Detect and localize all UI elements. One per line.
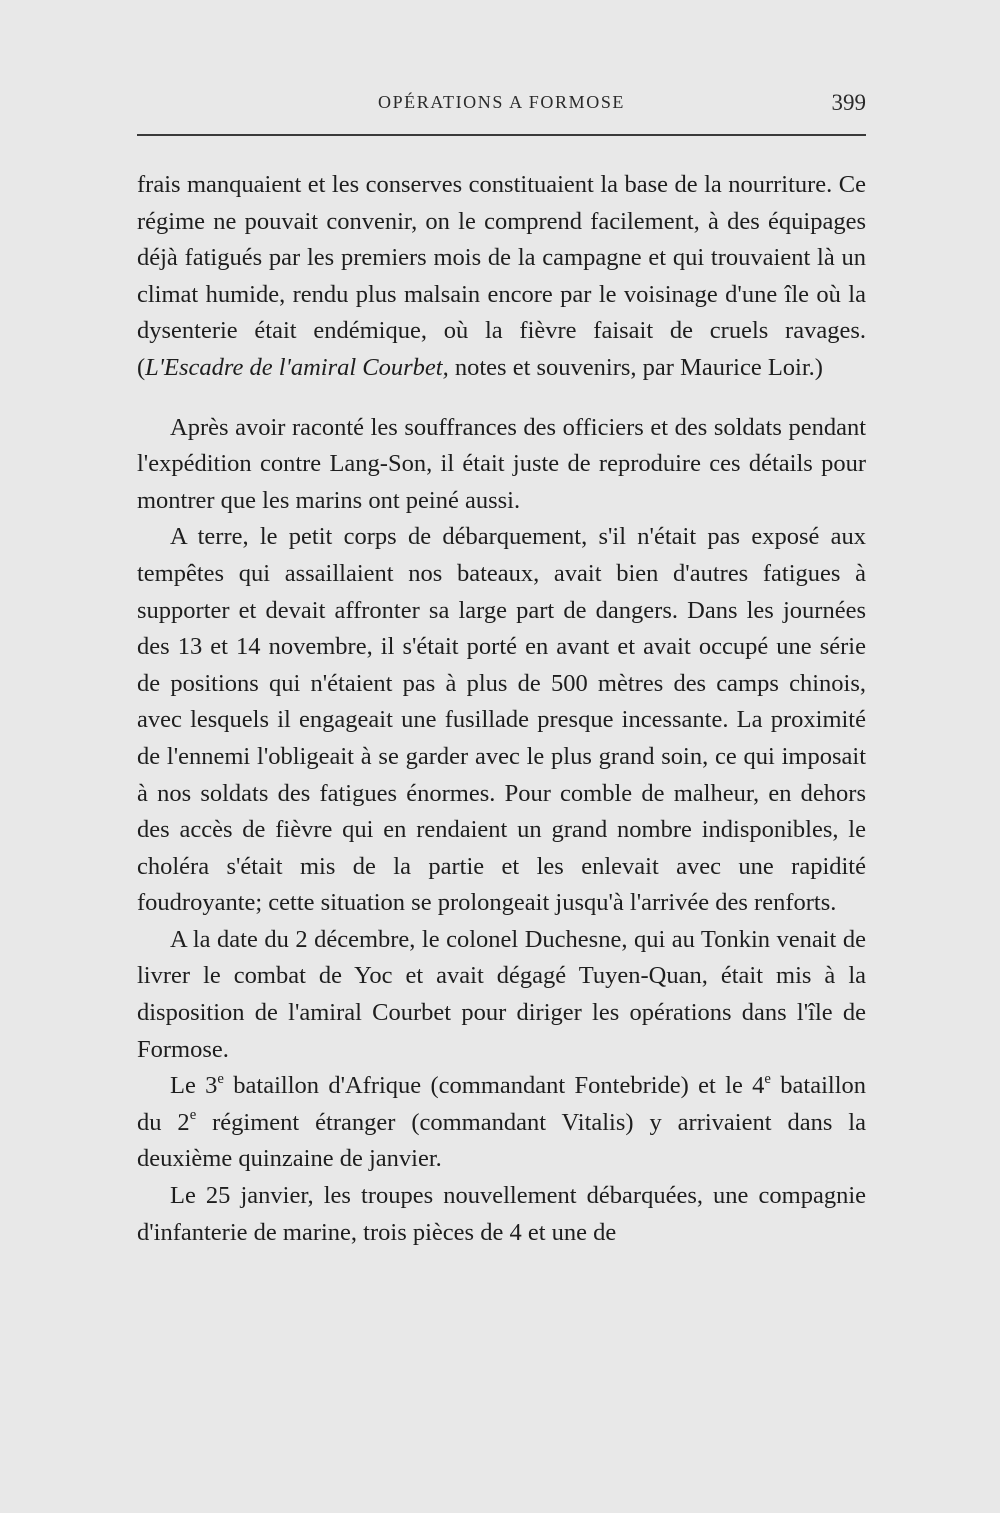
paragraph-1	[137, 167, 866, 387]
paragraph-1-text-end: notes et souvenirs, par Maurice Loir.)	[448, 353, 823, 381]
paragraph-6: Le 25 janvier, les troupes nouvellement débarquées, une compagnie d'infanterie de marine, trois pièces de 4 et une de	[137, 1182, 866, 1246]
page-header	[137, 92, 866, 122]
paragraph-5-seg-4: régiment étranger (commandant Vitalis) y arrivaient dans la deuxième quinzaine de janvier.	[137, 1108, 866, 1173]
header-rule	[137, 134, 866, 136]
superscript-3: e	[189, 1107, 197, 1124]
paragraph-5-seg-1: Le 3	[170, 1072, 218, 1100]
paragraph-5	[137, 1068, 866, 1178]
superscript-1: e	[217, 1070, 224, 1087]
paragraph-3: A terre, le petit corps de débarquement, s'il n'était pas exposé aux tempêtes qui assaillaient nos bateaux, avait bien d'autres fatigues à supporter et devait affronter sa large part de dangers. Dans les journées des 13 et 14 novembre, il s'était porté en avant et avait occupé une série de positions qui n'étaient pas à plus de 500 mètres des camps chinois, avec lesquels il engageait une fusillade presque incessante. La proximité de l'ennemi l'obligeait à se garder avec le plus grand soin, ce qui imposait à nos soldats des fatigues énormes. Pour comble de malheur, en dehors des accès de fièvre qui en rendaient un grand nombre indisponibles, le choléra s'était mis de la partie et les enlevait avec une rapidité foudroyante; cette situation se prolongeait jusqu'à l'arrivée des renforts.	[137, 523, 866, 917]
paragraph-5-seg-3: bataillon du 2	[137, 1072, 867, 1136]
running-title: OPÉRATIONS A FORMOSE	[377, 92, 626, 112]
paragraph-2: Après avoir raconté les souffrances des officiers et des soldats pendant l'expédition contre Lang-Son, il était juste de reproduire ces détails pour montrer que les marins ont peiné aussi.	[137, 413, 866, 514]
paragraph-4: A la date du 2 décembre, le colonel Duchesne, qui au Tonkin venait de livrer le combat de Yoc et avait dégagé Tuyen-Quan, était mis à la disposition de l'amiral Courbet pour diriger les opérations dans l'île de Formose.	[137, 925, 866, 1063]
page-number: 399	[831, 90, 866, 115]
book-title-citation: L'Escadre de l'amiral Courbet,	[145, 353, 449, 381]
body-text	[137, 167, 866, 1251]
paragraph-5-seg-2: bataillon d'Afrique (commandant Fontebride) et le 4	[223, 1072, 765, 1100]
paragraph-1-text: frais manquaient et les conserves constituaient la base de la nourriture. Ce régime ne pouvait convenir, on le comprend facilement, à des équipages déjà fatigués par les premiers mois de la campagne et qui trouvaient là un climat humide, rendu plus malsain encore par le voisinage d'une île où la dysenterie était endémique, où la fièvre faisait de cruels ravages. (	[137, 171, 866, 381]
superscript-2: e	[764, 1070, 771, 1087]
